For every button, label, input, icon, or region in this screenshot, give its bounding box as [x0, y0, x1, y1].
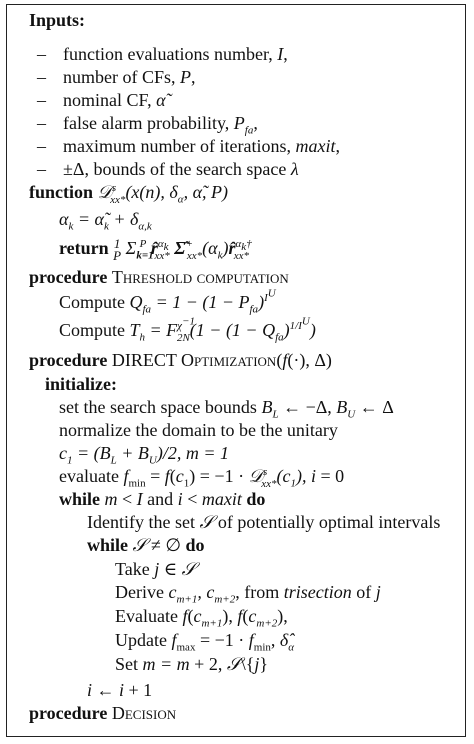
inner-update: Update $f_{max} = -1 \cdot f_{min}$, $\deltâ_\alpha$ — [115, 630, 295, 654]
while-outer-body: Identify the set 𝒮 of potentially optimal intervals — [87, 512, 441, 532]
init-line-bounds: set the search space bounds $B_L$ ← −Δ, $B_U$ ← Δ — [59, 397, 394, 421]
procedure-direct: procedure DIRECT Optimization(f(·), Δ) — [29, 350, 332, 370]
function-return: return 1 P $\Sigma_{k=1}^P$ r̂$^{\alpha_k}_{xx*}$ $\Sigmâ^+_{xx*}(\alpha_k)r̂^{\alpha_k\dagger}_{xx*}$ — [59, 235, 252, 263]
while-outer: while m < I and i < maxit do — [59, 489, 266, 509]
inner-take-j: Take j ∈ 𝒮 — [115, 559, 196, 579]
function-definition: function 𝒟$^s_{xx*}$(x(n), $\delta_\alpha$, α̃, P) — [29, 182, 228, 206]
inner-evaluate: Evaluate $f(c_{m+1})$, $f(c_{m+2})$, — [115, 606, 288, 630]
init-line-normalize: normalize the domain to be the unitary — [59, 420, 338, 440]
inner-derive: Derive $c_{m+1}$, $c_{m+2}$, from trisection of j — [115, 582, 381, 606]
inputs-title: Inputs: — [29, 10, 86, 30]
initialize-label: initialize: — [45, 374, 117, 394]
algorithm-box: Inputs: – function evaluations number, I, – number of CFs, P, – nominal CF, α̃ – false alarm probability, $P_{fa}$, – maximum number of iterations, maxit, – ±Δ, bounds of the search space λ function 𝒟$^s_{xx*}$(x(n), $\delta_\alpha$, α̃, P) $\alpha_k$ = $\alphã_k + \delta_{\alpha,k}$ return 1 P $\Sigma_{k=1}^P$ r̂$^{\alpha_k}_{xx*}$ $\Sigmâ^+_{xx*}(\alpha_k)r̂^{\alpha_k\dagger}_{xx*}$ procedure Threshold computation Compute $Q_{fa} = 1 - (1 - P_{fa})^{I^U}$ Compute $T_h = F^{\chi^{-1}}_{2N}(1 - (1 - Q_{fa})^{1/I^U})$ procedure DIRECT Optimization(f(·), Δ) initialize: set the search space bounds $B_L$ ← −Δ, $B_U$ ← Δ normalize the domain to be the unitary $c_1 = (B_L + B_U)/2$, m = 1 evaluate $f_{min} = f(c_1) = -1$ · $𝒟^s_{xx*}(c_1)$, i = 0 while m < I and i < maxit do Identify the set 𝒮 of potentially optimal intervals while 𝒮 ≠ ∅ do Take j ∈ 𝒮 Derive $c_{m+1}$, $c_{m+2}$, from trisection of j Evaluate $f(c_{m+1})$, $f(c_{m+2})$, Update $f_{max} = -1 \cdot f_{min}$, $\deltâ_\alpha$ Set m = m + 2, 𝒮\{j} i ← i + 1 procedure Decision — [6, 4, 466, 737]
threshold-line-th: Compute $T_h = F^{\chi^{-1}}_{2N}(1 - (1 - Q_{fa})^{1/I^U})$ — [59, 315, 316, 344]
while-inner: while 𝒮 ≠ ∅ do — [87, 535, 205, 555]
procedure-threshold: procedure Threshold computation — [29, 267, 289, 287]
increment-i: i ← i + 1 — [87, 680, 153, 700]
threshold-line-qfa: Compute $Q_{fa} = 1 - (1 - P_{fa})^{I^U}$ — [59, 287, 276, 316]
inner-set-m: Set m = m + 2, 𝒮\{j} — [115, 654, 269, 674]
init-line-evaluate: evaluate $f_{min} = f(c_1) = -1$ · $𝒟^s_{xx*}(c_1)$, i = 0 — [59, 466, 345, 490]
procedure-decision: procedure Decision — [29, 703, 177, 723]
function-line-alpha: $\alpha_k$ = $\alphã_k + \delta_{\alpha,k}$ — [59, 209, 152, 233]
init-line-c1: $c_1 = (B_L + B_U)/2$, m = 1 — [59, 443, 230, 467]
